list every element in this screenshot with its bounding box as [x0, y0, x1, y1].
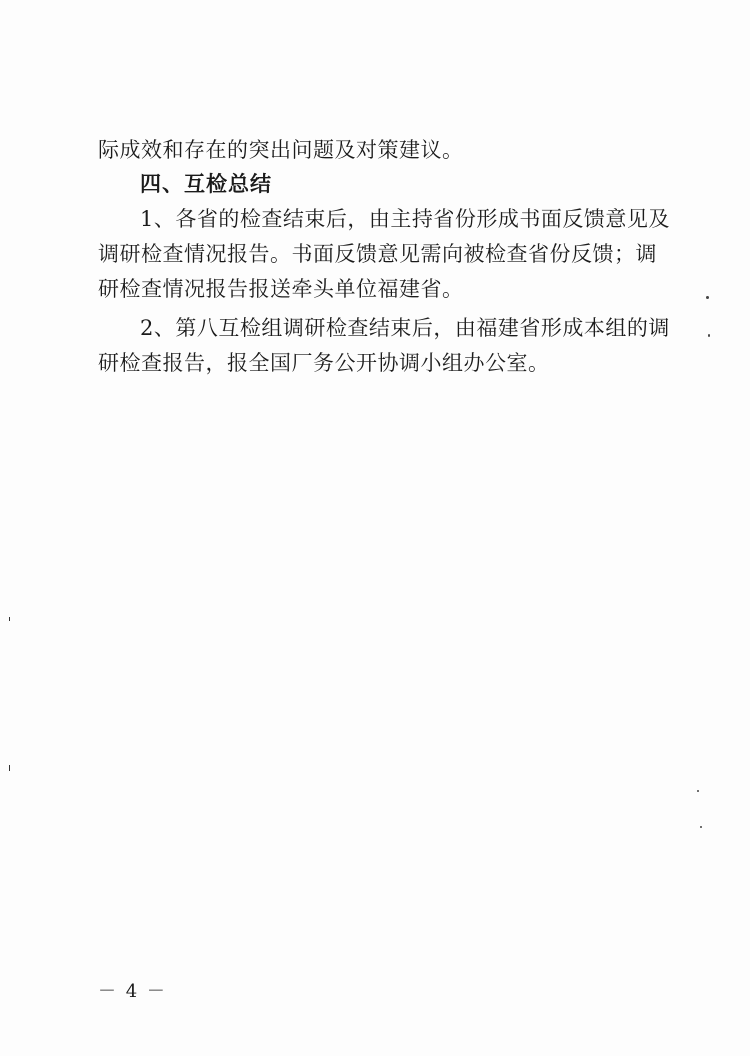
scan-edge-mark — [9, 617, 10, 621]
section-heading: 四、互检总结 — [140, 172, 272, 196]
scan-edge-mark — [9, 765, 10, 771]
paragraph-continuation-line: 际成效和存在的突出问题及对策建议。 — [98, 138, 464, 162]
paragraph-2-line-1: 2、第八互检组调研检查结束后，由福建省形成本组的调 — [140, 316, 670, 340]
scan-speck — [697, 790, 699, 792]
scan-speck — [700, 826, 702, 828]
page-number: － 4 － — [98, 981, 167, 1002]
scan-speck — [706, 296, 709, 299]
paragraph-1-line-1: 1、各省的检查结束后，由主持省份形成书面反馈意见及 — [140, 207, 670, 231]
scan-speck — [708, 334, 710, 337]
paragraph-1-line-3: 研检查情况报告报送牵头单位福建省。 — [98, 277, 464, 301]
paragraph-2-line-2: 研检查报告，报全国厂务公开协调小组办公室。 — [98, 351, 550, 375]
paragraph-1-line-2: 调研检查情况报告。书面反馈意见需向被检查省份反馈；调 — [98, 242, 657, 266]
